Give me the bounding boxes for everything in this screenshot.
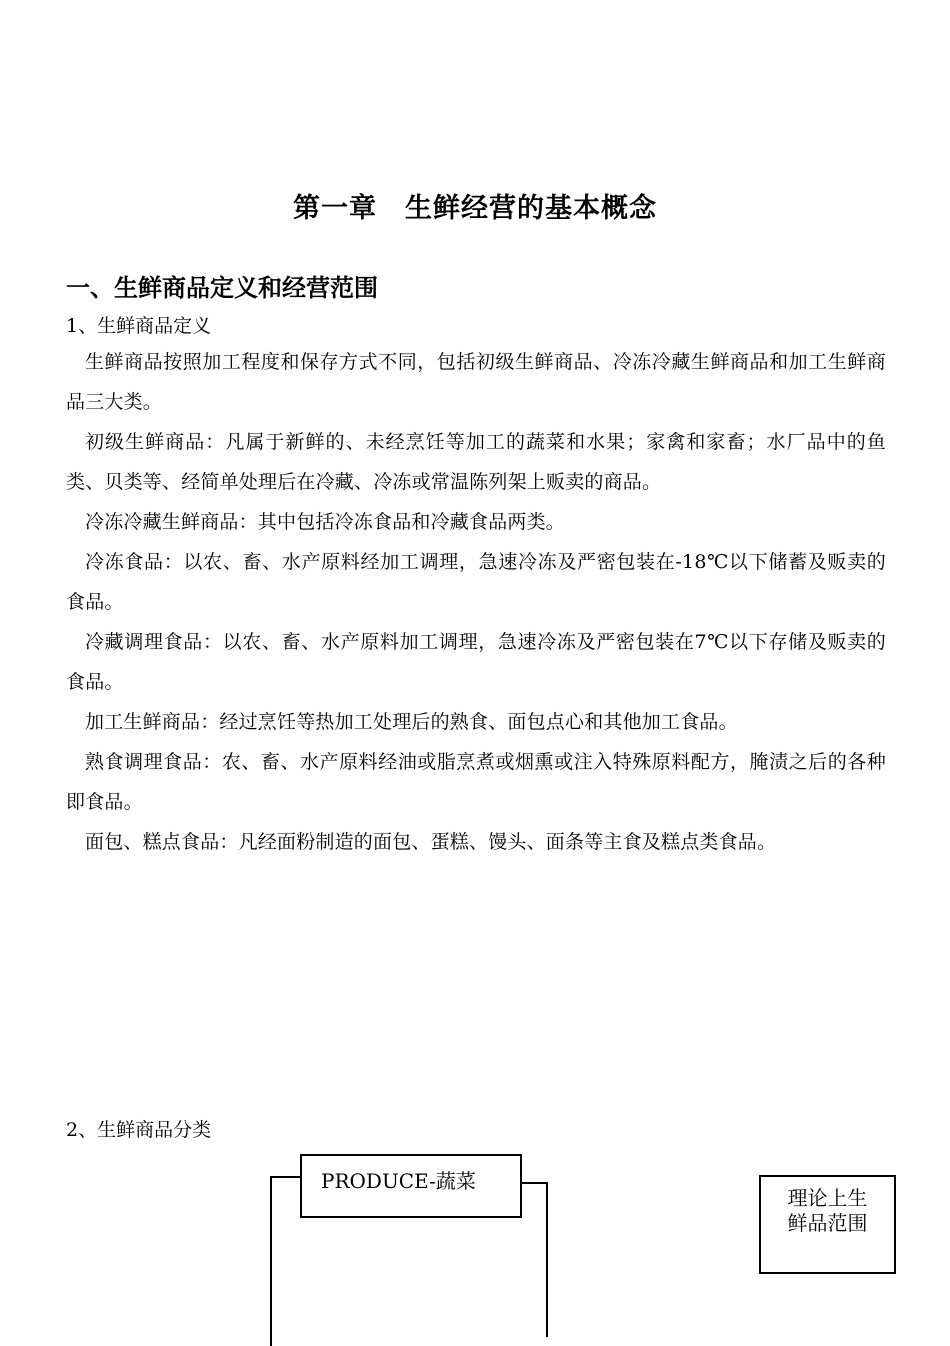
diagram-connector-right-vertical — [546, 1182, 548, 1337]
subsection-heading-classification: 2、生鲜商品分类 — [66, 1119, 212, 1141]
paragraph: 熟食调理食品：农、畜、水产原料经油或脂烹煮或烟熏或注入特殊原料配方，腌渍之后的各种即食品。 — [66, 751, 886, 813]
definition-body — [66, 342, 886, 862]
chapter-title: 第一章 生鲜经营的基本概念 — [293, 193, 657, 224]
paragraph: 冷冻冷藏生鲜商品：其中包括冷冻食品和冷藏食品两类。 — [85, 511, 566, 533]
diagram-connector-left-vertical — [270, 1176, 272, 1346]
diagram-connector-right-horizontal — [520, 1182, 548, 1184]
paragraph: 生鲜商品按照加工程度和保存方式不同，包括初级生鲜商品、冷冻冷藏生鲜商品和加工生鲜商品三大类。 — [66, 351, 886, 413]
scope-box-label: 理论上生鲜品范围 — [787, 1186, 868, 1235]
paragraph: 冷冻食品：以农、畜、水产原料经加工调理，急速冷冻及严密包装在-18℃以下储蓄及贩卖的食品。 — [66, 551, 886, 613]
produce-box-label: PRODUCE-蔬菜 — [321, 1169, 476, 1193]
paragraph: 面包、糕点食品：凡经面粉制造的面包、蛋糕、馒头、面条等主食及糕点类食品。 — [85, 831, 777, 853]
produce-box — [300, 1154, 522, 1218]
scope-box — [759, 1175, 896, 1274]
paragraph: 冷藏调理食品：以农、畜、水产原料加工调理，急速冷冻及严密包装在7℃以下存储及贩卖的食品。 — [66, 631, 886, 693]
paragraph: 初级生鲜商品：凡属于新鲜的、未经烹饪等加工的蔬菜和水果；家禽和家畜；水厂品中的鱼类、贝类等、经简单处理后在冷藏、冷冻或常温陈列架上贩卖的商品。 — [66, 431, 886, 493]
diagram-connector-left-horizontal — [270, 1176, 302, 1178]
paragraph: 加工生鲜商品：经过烹饪等热加工处理后的熟食、面包点心和其他加工食品。 — [85, 711, 738, 733]
subsection-heading-definition: 1、生鲜商品定义 — [66, 315, 212, 337]
section-heading: 一、生鲜商品定义和经营范围 — [66, 274, 378, 302]
